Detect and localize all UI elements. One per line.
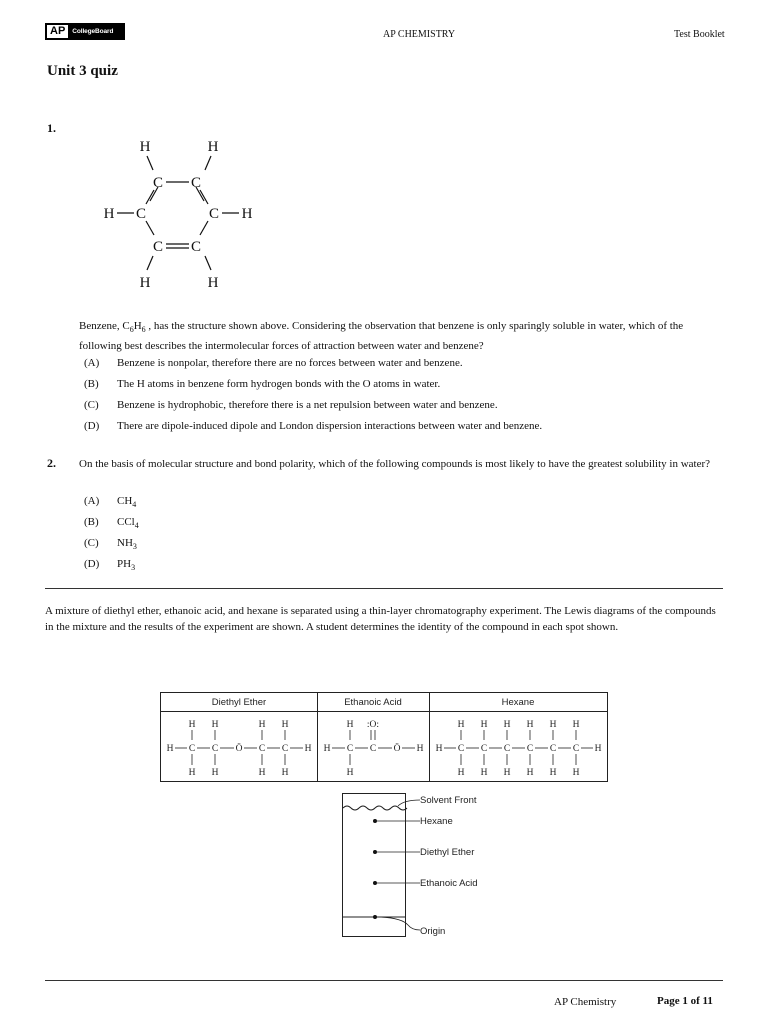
lewis-atom-h: H xyxy=(480,768,488,778)
table-header-diethyl-ether: Diethyl Ether xyxy=(211,697,267,708)
footer-page-number: Page 1 of 11 xyxy=(657,995,713,1007)
logo-ap: AP xyxy=(47,25,68,38)
option-label: (C) xyxy=(84,399,99,411)
benzene-atom-h: H xyxy=(207,139,219,155)
lewis-atom-h: H xyxy=(323,744,331,754)
tlc-label-ethanoic-acid: Ethanoic Acid xyxy=(420,878,478,889)
lewis-atom-h: H xyxy=(526,768,534,778)
spot-origin xyxy=(373,915,377,919)
lewis-atom-h: H xyxy=(457,720,465,730)
option-text: $NH_3$ xyxy=(117,537,137,552)
lewis-atom-h: H xyxy=(594,744,602,754)
lewis-atom-h: H xyxy=(503,768,511,778)
lewis-atom-h: H xyxy=(211,720,219,730)
option-text: $CH_4$ xyxy=(117,495,137,510)
lewis-atoms xyxy=(167,720,602,778)
ap-college-board-logo xyxy=(45,23,125,40)
footer-divider xyxy=(45,980,723,981)
benzene-atom-h: H xyxy=(139,139,151,155)
tlc-label-solvent-front: Solvent Front xyxy=(420,795,477,806)
lewis-atom-o: Ö xyxy=(235,744,243,754)
benzene-atom-h: H xyxy=(207,275,219,291)
logo-brand: CollegeBoard xyxy=(72,28,114,35)
tlc-label-hexane: Hexane xyxy=(420,816,453,827)
lewis-atom-c: C xyxy=(281,744,289,754)
lewis-atom-h: H xyxy=(346,768,354,778)
question-2-option-a[interactable] xyxy=(84,495,284,509)
option-label: (A) xyxy=(84,357,100,369)
tlc-plate xyxy=(343,794,406,937)
lewis-atom-h: H xyxy=(188,720,196,730)
benzene-atom-c: C xyxy=(152,239,164,255)
option-text: $PH_3$ xyxy=(117,558,136,573)
lewis-atom-h: H xyxy=(346,720,354,730)
spot-hexane xyxy=(373,819,377,823)
tlc-plate-diagram xyxy=(340,790,500,940)
lewis-atom-h: H xyxy=(526,720,534,730)
lewis-atom-h: H xyxy=(258,720,266,730)
footer-subject: AP Chemistry xyxy=(554,996,617,1008)
benzene-atom-c: C xyxy=(152,175,164,191)
benzene-atom-h: H xyxy=(139,275,151,291)
benzene-atom-c: C xyxy=(208,206,220,222)
lewis-atom-o: :O: xyxy=(366,720,380,730)
lewis-atom-c: C xyxy=(526,744,534,754)
option-text: The H atoms in benzene form hydrogen bonds with the O atoms in water. xyxy=(117,378,441,390)
lewis-atom-o: Ö xyxy=(393,744,401,754)
lewis-diagrams-table xyxy=(160,692,609,784)
spot-ethanoic-acid xyxy=(373,881,377,885)
lewis-atom-h: H xyxy=(211,768,219,778)
lewis-atom-h: H xyxy=(166,744,174,754)
lewis-atom-h: H xyxy=(188,768,196,778)
benzene-atom-h: H xyxy=(103,206,115,222)
solvent-front-line xyxy=(343,806,407,810)
lewis-atom-h: H xyxy=(480,720,488,730)
question-2-option-c[interactable] xyxy=(84,537,284,551)
benzene-structure-diagram xyxy=(95,132,265,292)
option-label: (B) xyxy=(84,516,99,528)
option-label: (C) xyxy=(84,537,99,549)
lewis-atom-c: C xyxy=(549,744,557,754)
question-1-option-a[interactable] xyxy=(84,357,714,371)
lewis-atom-h: H xyxy=(457,768,465,778)
lewis-atom-c: C xyxy=(572,744,580,754)
lewis-atom-c: C xyxy=(457,744,465,754)
question-1-text: Benzene, $C_6H_6$ , has the structure shown above. Considering the observation that benzene is only sparingly soluble in water, which of the following best describes the intermolecular forces of attraction between water and benzene? xyxy=(79,320,684,353)
option-text: Benzene is nonpolar, therefore there are no forces between water and benzene. xyxy=(117,357,463,369)
lewis-atom-h: H xyxy=(416,744,424,754)
option-text: There are dipole-induced dipole and London dispersion interactions between water and benzene. xyxy=(117,420,543,432)
lewis-atom-h: H xyxy=(503,720,511,730)
question-1-option-c[interactable] xyxy=(84,399,714,413)
option-text: Benzene is hydrophobic, therefore there is a net repulsion between water and benzene. xyxy=(117,399,498,411)
header-booklet: Test Booklet xyxy=(674,29,725,40)
question-1-number: 1. xyxy=(47,121,56,135)
benzene-atom-h: H xyxy=(241,206,253,222)
option-label: (D) xyxy=(84,420,100,432)
table-header-ethanoic-acid: Ethanoic Acid xyxy=(344,697,402,708)
lewis-atom-c: C xyxy=(211,744,219,754)
option-text: CCl$_4$ xyxy=(117,516,139,531)
lewis-atom-c: C xyxy=(346,744,354,754)
lewis-atom-c: C xyxy=(188,744,196,754)
lewis-atom-c: C xyxy=(369,744,377,754)
spot-diethyl-ether xyxy=(373,850,377,854)
lewis-atom-c: C xyxy=(258,744,266,754)
option-label: (A) xyxy=(84,495,100,507)
page-title: Unit 3 quiz xyxy=(47,63,118,79)
benzene-atom-c: C xyxy=(190,239,202,255)
option-label: (D) xyxy=(84,558,100,570)
lewis-atom-h: H xyxy=(281,720,289,730)
lewis-atom-h: H xyxy=(572,768,580,778)
lewis-atom-c: C xyxy=(503,744,511,754)
lewis-atom-h: H xyxy=(304,744,312,754)
lewis-atom-h: H xyxy=(258,768,266,778)
question-2-text: On the basis of molecular structure and bond polarity, which of the following compounds is most likely to have the greatest solubility in water? xyxy=(79,458,711,470)
lewis-atom-h: H xyxy=(281,768,289,778)
question-2-option-d[interactable] xyxy=(84,558,284,572)
question-1-option-b[interactable] xyxy=(84,378,714,392)
question-2-option-b[interactable] xyxy=(84,516,284,530)
tlc-label-origin: Origin xyxy=(420,926,446,937)
lewis-atom-h: H xyxy=(572,720,580,730)
header-subject: AP CHEMISTRY xyxy=(383,29,456,40)
benzene-atom-c: C xyxy=(135,206,147,222)
section-divider xyxy=(45,588,723,589)
table-header-hexane: Hexane xyxy=(501,697,535,708)
option-label: (B) xyxy=(84,378,99,390)
lewis-atom-h: H xyxy=(549,720,557,730)
tlc-label-diethyl-ether: Diethyl Ether xyxy=(420,847,475,858)
question-1-option-d[interactable] xyxy=(84,420,714,434)
lewis-atom-c: C xyxy=(480,744,488,754)
lewis-atom-h: H xyxy=(549,768,557,778)
lewis-atom-h: H xyxy=(435,744,443,754)
question-2-number: 2. xyxy=(47,456,56,470)
stimulus-passage: A mixture of diethyl ether, ethanoic acid, and hexane is separated using a thin-layer chromatography experiment. The Lewis diagrams of the compounds in the mixture and the results of the experiment are shown. A student determines the identity of the compound in each spot shown. xyxy=(45,605,716,633)
benzene-atom-c: C xyxy=(190,175,202,191)
